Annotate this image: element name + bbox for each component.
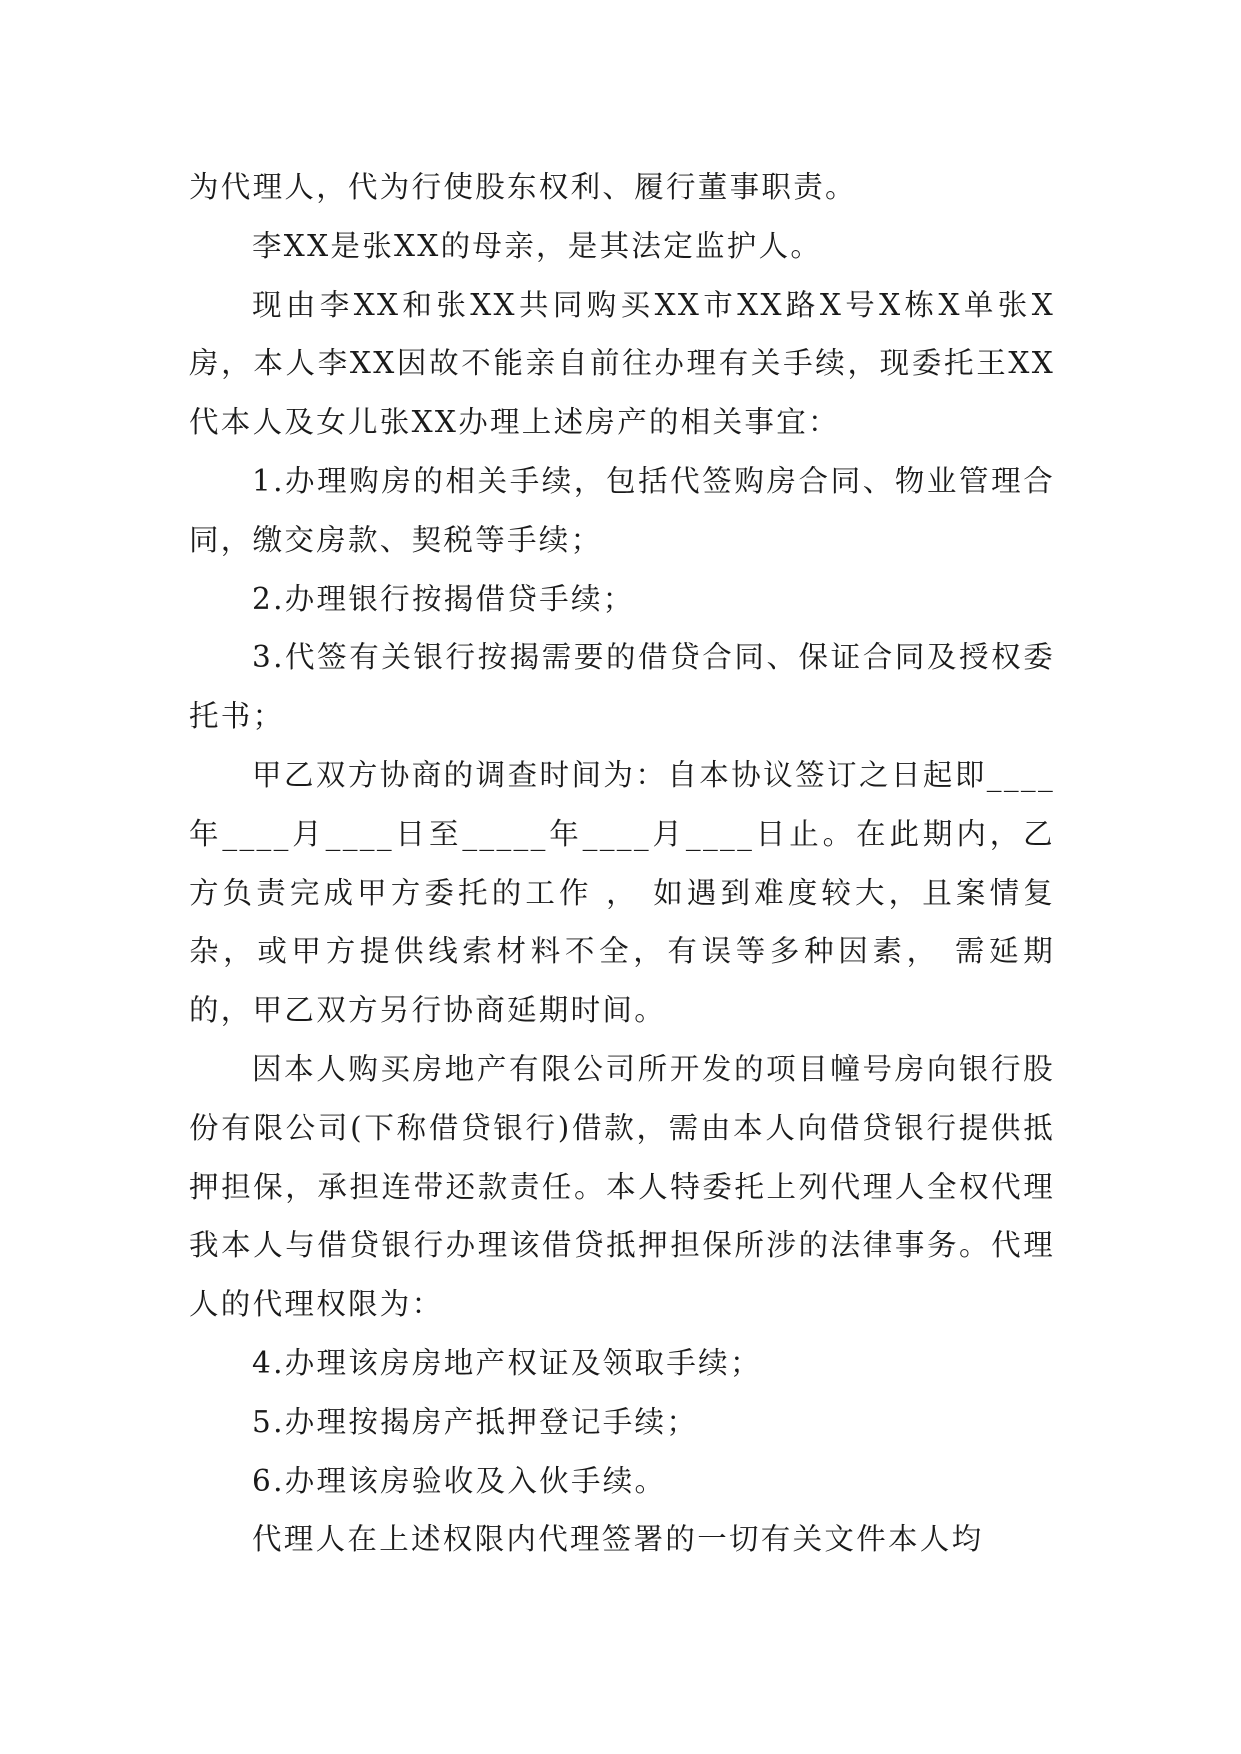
list-item-6: 6.办理该房验收及入伙手续。 — [252, 1463, 667, 1498]
list-item-3: 3.代签有关银行按揭需要的借贷合同、保证合同及授权委托书； — [189, 640, 1055, 734]
paragraph-1: 为代理人，代为行使股东权利、履行董事职责。 — [189, 170, 857, 204]
list-item-5: 5.办理按揭房产抵押登记手续； — [252, 1404, 699, 1439]
paragraph-2: 李XX是张XX的母亲，是其法定监护人。 — [252, 228, 823, 263]
list-item-2: 2.办理银行按揭借贷手续； — [252, 581, 635, 616]
list-item-4: 4.办理该房房地产权证及领取手续； — [252, 1345, 762, 1380]
paragraph-mortgage-loan: 因本人购买房地产有限公司所开发的项目幢号房向银行股份有限公司(下称借贷银行)借款，需由本人向借贷银行提供抵押担保，承担连带还款责任。本人特委托上列代理人全权代理我本人与借贷银行办理该借贷抵押担保所涉的法律事务。代理人的代理权限为： — [189, 1051, 1055, 1322]
list-item-1: 1.办理购房的相关手续，包括代签购房合同、物业管理合同，缴交房款、契税等手续； — [189, 463, 1055, 557]
paragraph-final: 代理人在上述权限内代理签署的一切有关文件本人均 — [252, 1522, 984, 1557]
paragraph-3: 现由李XX和张XX共同购买XX市XX路X号X栋X单张X房，本人李XX因故不能亲自前往办理有关手续，现委托王XX代本人及女儿张XX办理上述房产的相关事宜： — [189, 287, 1055, 440]
paragraph-investigation-period: 甲乙双方协商的调查时间为：自本协议签订之日起即____年____月____日至_____年____月____日止。在此期内，乙方负责完成甲方委托的工作 ， 如遇到难度较大，且案情复杂，或甲方提供线索材料不全，有误等多种因素， 需延期的，甲乙双方另行协商延期时间。 — [189, 757, 1055, 1028]
document-body — [189, 158, 1055, 1569]
